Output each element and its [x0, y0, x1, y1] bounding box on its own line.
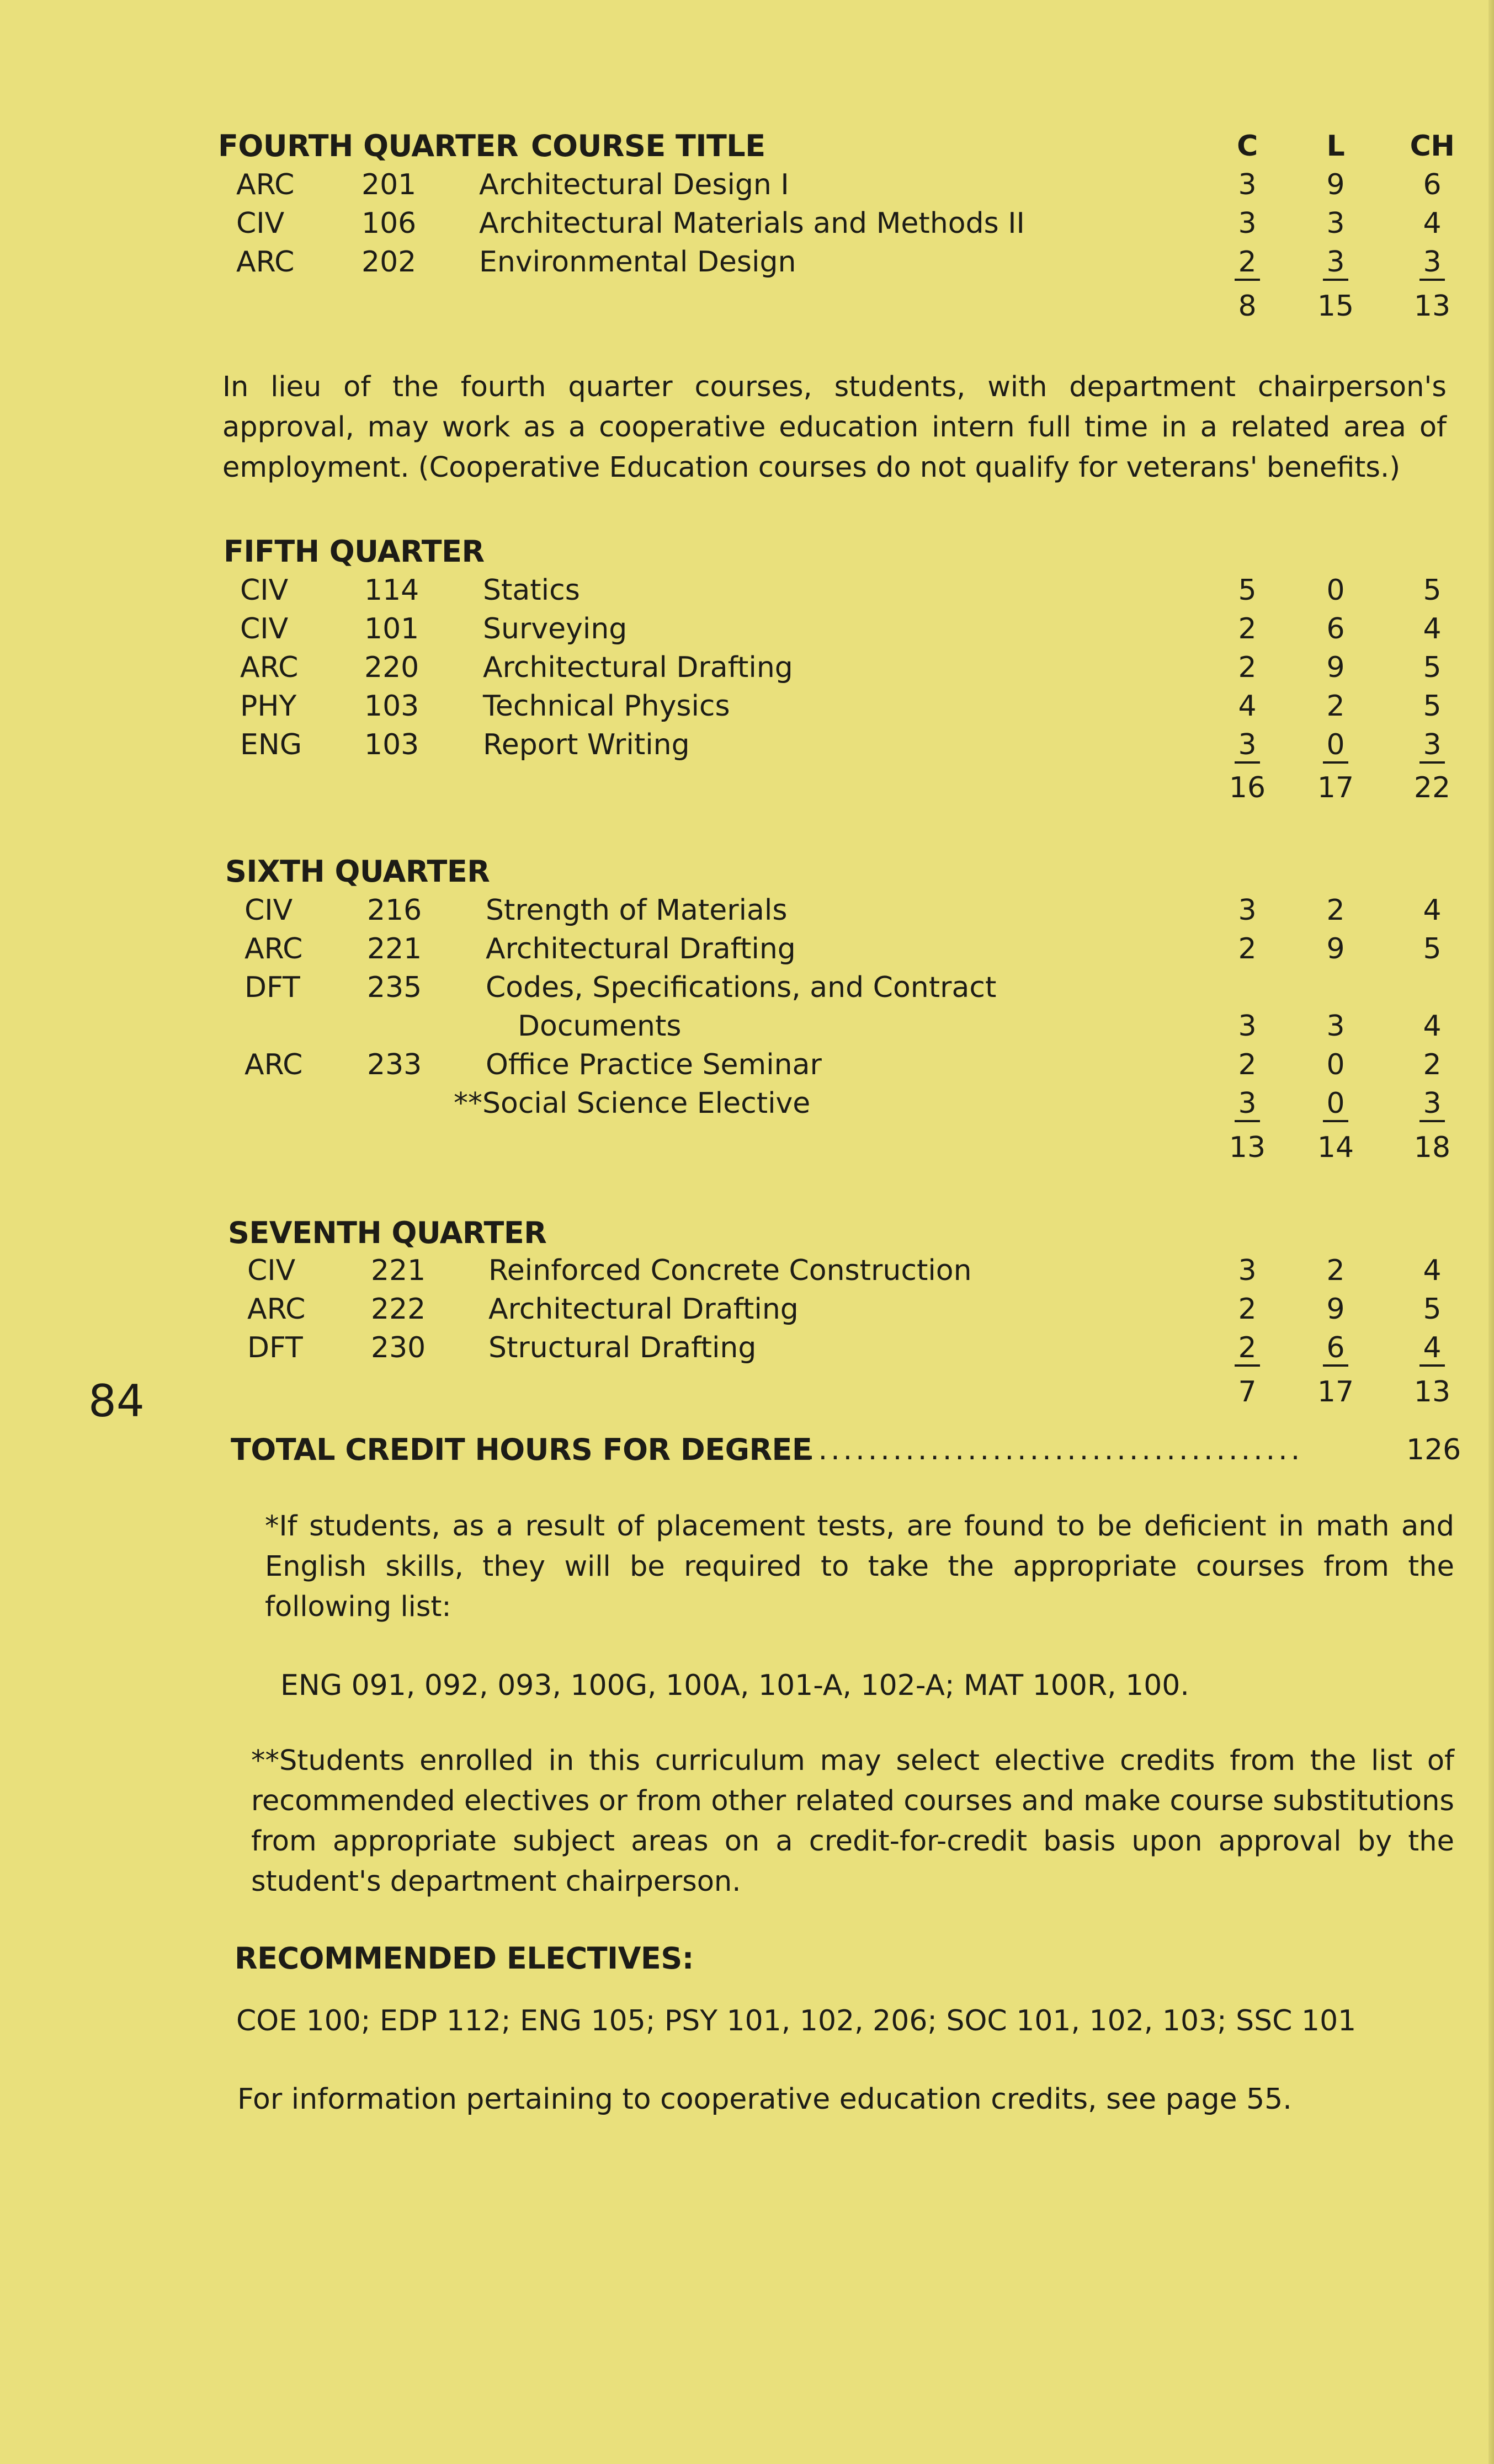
course-c: 2: [1238, 1048, 1257, 1081]
course-l: 9: [1326, 168, 1345, 201]
course-dept: ENG: [240, 728, 302, 761]
course-title: Architectural Drafting: [486, 932, 796, 966]
course-number: 103: [364, 690, 419, 723]
course-ch: 5: [1423, 574, 1442, 607]
course-row: [0, 571, 1494, 610]
course-row: [0, 204, 1494, 243]
course-dept: ARC: [244, 1048, 303, 1081]
page-number: 84: [88, 1375, 145, 1427]
course-ch: 5: [1423, 651, 1442, 684]
c-column-heading: C: [1237, 130, 1258, 163]
course-c: 2: [1220, 1329, 1275, 1367]
course-c: 3: [1238, 1254, 1257, 1287]
total-c: 13: [1229, 1131, 1266, 1164]
course-title: Statics: [483, 574, 580, 607]
course-title-heading: COURSE TITLE: [531, 129, 765, 163]
course-ch: 2: [1423, 1048, 1442, 1081]
course-ch: 4: [1423, 894, 1442, 927]
course-dept: ARC: [240, 651, 299, 684]
course-row: [0, 166, 1494, 204]
sixth-quarter-heading: SIXTH QUARTER: [225, 854, 490, 889]
course-row: [0, 243, 1494, 281]
course-dept: CIV: [240, 574, 289, 607]
course-number: 235: [367, 971, 422, 1004]
footnote-electives: **Students enrolled in this curriculum may select elective credits from the list of recommended electives or from other related courses and make course substitutions from appropriate subject areas on a credit-for-credit basis upon approval by the student's department chairperson.: [251, 1745, 1454, 1898]
total-c: 16: [1229, 771, 1266, 804]
course-c: 2: [1238, 932, 1257, 966]
course-title: Surveying: [483, 612, 628, 646]
total-credit-hours-value: 126: [1406, 1433, 1461, 1466]
course-title: Structural Drafting: [488, 1331, 757, 1364]
leader-dots: ..........................................: [781, 1433, 1304, 1466]
course-c: 3: [1238, 168, 1257, 201]
course-row: [0, 1290, 1494, 1329]
recommended-electives-heading: RECOMMENDED ELECTIVES:: [235, 1941, 694, 1976]
course-dept: ARC: [236, 168, 295, 201]
course-row: [0, 648, 1494, 687]
course-number: 201: [361, 168, 417, 201]
course-ch: 3: [1405, 243, 1460, 281]
sixth-quarter-heading-row: [0, 852, 1494, 891]
course-title-continued: Documents: [518, 1010, 682, 1043]
course-ch: 5: [1423, 1293, 1442, 1326]
coop-info: For information pertaining to cooperative education credits, see page 55.: [237, 2083, 1292, 2116]
course-ch: 4: [1423, 207, 1442, 240]
fourth-quarter-heading: FOURTH QUARTER: [218, 129, 518, 163]
fifth-quarter-heading-row: [0, 532, 1494, 571]
course-l: 6: [1308, 1329, 1363, 1367]
quarter-totals: [0, 287, 1494, 326]
course-dept: DFT: [247, 1331, 303, 1364]
course-number: 221: [367, 932, 422, 966]
course-ch: 6: [1423, 168, 1442, 201]
course-title: Architectural Drafting: [488, 1293, 799, 1326]
course-c: 3: [1238, 894, 1257, 927]
course-l: 0: [1326, 1048, 1345, 1081]
course-title: **Social Science Elective: [454, 1087, 811, 1120]
total-ch: 13: [1413, 1375, 1451, 1409]
course-row: [0, 687, 1494, 726]
course-title: Architectural Drafting: [483, 651, 793, 684]
course-dept: CIV: [244, 894, 293, 927]
course-number: 114: [364, 574, 419, 607]
course-dept: CIV: [236, 207, 285, 240]
l-column-heading: L: [1326, 130, 1345, 163]
course-row: [0, 726, 1494, 764]
course-title: Reinforced Concrete Construction: [488, 1254, 972, 1287]
remedial-course-list: ENG 091, 092, 093, 100G, 100A, 101-A, 102-A; MAT 100R, 100.: [280, 1669, 1189, 1702]
course-row: [0, 968, 1494, 1007]
fifth-quarter-heading: FIFTH QUARTER: [224, 534, 485, 569]
coop-info-row: [0, 2080, 1494, 2119]
remedial-course-list-row: [0, 1666, 1494, 1705]
course-number: 230: [371, 1331, 426, 1364]
seventh-quarter-heading: SEVENTH QUARTER: [228, 1215, 547, 1250]
recommended-electives-list: COE 100; EDP 112; ENG 105; PSY 101, 102, 206; SOC 101, 102, 103; SSC 101: [236, 2004, 1357, 2038]
course-number: 103: [364, 728, 419, 761]
course-number: 233: [367, 1048, 422, 1081]
course-l: 2: [1326, 894, 1345, 927]
course-number: 220: [364, 651, 419, 684]
course-ch: 3: [1405, 1084, 1460, 1123]
course-l: 0: [1326, 574, 1345, 607]
total-ch: 22: [1413, 771, 1451, 804]
course-c: 2: [1238, 1293, 1257, 1326]
course-row: [0, 891, 1494, 930]
total-c: 7: [1238, 1375, 1257, 1409]
course-l: 3: [1308, 243, 1363, 281]
course-dept: ARC: [247, 1293, 306, 1326]
course-row: [0, 1046, 1494, 1084]
course-c: 2: [1238, 612, 1257, 646]
course-title: Report Writing: [483, 728, 690, 761]
course-l: 0: [1308, 1084, 1363, 1123]
total-credit-hours-row: [0, 1431, 1494, 1469]
course-title: Architectural Materials and Methods II: [479, 207, 1025, 240]
recommended-electives-list-row: [0, 2002, 1494, 2040]
course-l: 2: [1326, 690, 1345, 723]
total-ch: 13: [1413, 290, 1451, 323]
course-number: 202: [361, 246, 417, 279]
course-ch: 4: [1423, 1010, 1442, 1043]
course-title: Codes, Specifications, and Contract: [486, 971, 997, 1004]
course-title: Environmental Design: [479, 246, 796, 279]
course-dept: ARC: [244, 932, 303, 966]
total-l: 15: [1317, 290, 1354, 323]
course-c: 2: [1238, 651, 1257, 684]
quarter-totals: [0, 769, 1494, 807]
course-number: 222: [371, 1293, 426, 1326]
course-row-continued: [0, 1007, 1494, 1046]
total-ch: 18: [1413, 1131, 1451, 1164]
course-c: 3: [1238, 207, 1257, 240]
course-dept: CIV: [240, 612, 289, 646]
course-number: 101: [364, 612, 419, 646]
course-l: 6: [1326, 612, 1345, 646]
course-l: 0: [1308, 726, 1363, 764]
total-credit-hours-label: TOTAL CREDIT HOURS FOR DEGREE: [231, 1432, 812, 1467]
course-c: 3: [1238, 1010, 1257, 1043]
total-c: 8: [1238, 290, 1257, 323]
course-c: 3: [1220, 1084, 1275, 1123]
course-dept: ARC: [236, 246, 295, 279]
ch-column-heading: CH: [1410, 130, 1455, 163]
fourth-quarter-header: [0, 127, 1494, 166]
course-row: [0, 610, 1494, 648]
course-dept: DFT: [244, 971, 300, 1004]
course-ch: 3: [1405, 726, 1460, 764]
total-l: 17: [1317, 771, 1354, 804]
course-c: 4: [1238, 690, 1257, 723]
recommended-electives-heading-row: [0, 1939, 1494, 1978]
course-dept: CIV: [247, 1254, 296, 1287]
seventh-quarter-heading-row: [0, 1214, 1494, 1252]
total-l: 17: [1317, 1375, 1354, 1409]
footnote-placement: *If students, as a result of placement tests, are found to be deficient in math and English skills, they will be required to take the appropriate courses from the following list:: [265, 1510, 1454, 1623]
course-ch: 5: [1423, 690, 1442, 723]
quarter-totals: [0, 1373, 1494, 1411]
course-number: 221: [371, 1254, 426, 1287]
course-number: 216: [367, 894, 422, 927]
course-l: 3: [1326, 207, 1345, 240]
course-ch: 5: [1423, 932, 1442, 966]
course-row: [0, 1329, 1494, 1367]
course-dept: PHY: [240, 690, 297, 723]
coop-note: In lieu of the fourth quarter courses, students, with department chairperson's approval, may work as a cooperative education intern full time in a related area of employment. (Cooperative Education courses do not qualify for veterans' benefits.): [222, 371, 1447, 484]
course-l: 9: [1326, 932, 1345, 966]
course-number: 106: [361, 207, 417, 240]
course-row: [0, 1251, 1494, 1290]
course-c: 2: [1220, 243, 1275, 281]
course-row: [0, 930, 1494, 968]
course-l: 3: [1326, 1010, 1345, 1043]
course-c: 5: [1238, 574, 1257, 607]
course-c: 3: [1220, 726, 1275, 764]
course-title: Architectural Design I: [479, 168, 789, 201]
course-l: 9: [1326, 651, 1345, 684]
quarter-totals: [0, 1128, 1494, 1167]
course-ch: 4: [1423, 612, 1442, 646]
course-title: Technical Physics: [483, 690, 730, 723]
course-title: Strength of Materials: [486, 894, 788, 927]
course-l: 9: [1326, 1293, 1345, 1326]
course-ch: 4: [1423, 1254, 1442, 1287]
course-l: 2: [1326, 1254, 1345, 1287]
course-ch: 4: [1405, 1329, 1460, 1367]
course-row: [0, 1084, 1494, 1123]
total-l: 14: [1317, 1131, 1354, 1164]
course-title: Office Practice Seminar: [486, 1048, 822, 1081]
